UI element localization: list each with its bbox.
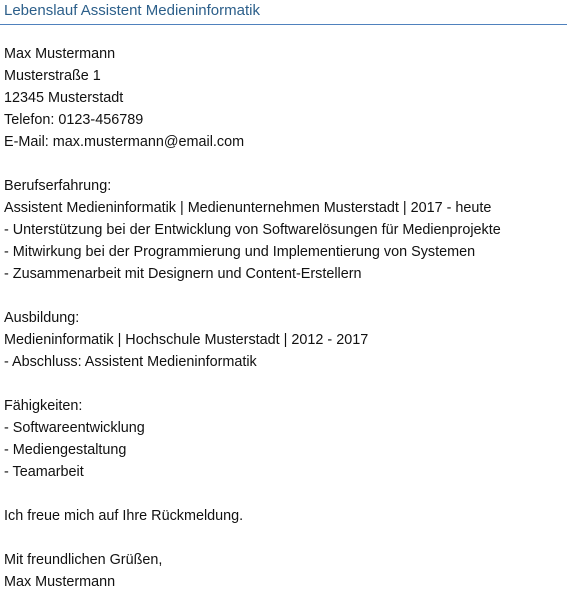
closing-section	[4, 505, 564, 593]
education-entry: Medieninformatik | Hochschule Musterstadt | 2012 - 2017	[4, 332, 369, 348]
spacer	[4, 285, 564, 307]
spacer	[4, 373, 564, 395]
skills-heading: Fähigkeiten:	[4, 398, 83, 414]
contact-name: Max Mustermann	[4, 46, 116, 62]
skills-item: - Softwareentwicklung	[4, 420, 145, 436]
title-divider	[0, 24, 567, 25]
contact-phone: Telefon: 0123-456789	[4, 112, 144, 128]
education-heading: Ausbildung:	[4, 310, 80, 326]
contact-city: 12345 Musterstadt	[4, 90, 124, 106]
document-body	[4, 43, 564, 593]
skills-section	[4, 395, 564, 483]
contact-block	[4, 43, 564, 153]
education-section	[4, 307, 564, 373]
spacer	[4, 527, 564, 549]
experience-section	[4, 175, 564, 285]
closing-message: Ich freue mich auf Ihre Rückmeldung.	[4, 508, 244, 524]
closing-signature: Max Mustermann	[4, 574, 116, 590]
skills-item: - Mediengestaltung	[4, 442, 127, 458]
skills-item: - Teamarbeit	[4, 464, 84, 480]
closing-greeting: Mit freundlichen Grüßen,	[4, 552, 163, 568]
experience-item: - Mitwirkung bei der Programmierung und Implementierung von Systemen	[4, 244, 476, 260]
document-title: Lebenslauf Assistent Medieninformatik	[4, 2, 260, 19]
contact-email: E-Mail: max.mustermann@email.com	[4, 134, 245, 150]
experience-item: - Zusammenarbeit mit Designern und Content-Erstellern	[4, 266, 362, 282]
spacer	[4, 153, 564, 175]
contact-street: Musterstraße 1	[4, 68, 101, 84]
education-item: - Abschluss: Assistent Medieninformatik	[4, 354, 257, 370]
spacer	[4, 483, 564, 505]
experience-item: - Unterstützung bei der Entwicklung von Softwarelösungen für Medienprojekte	[4, 222, 501, 238]
experience-position: Assistent Medieninformatik | Medienunternehmen Musterstadt | 2017 - heute	[4, 200, 492, 216]
experience-heading: Berufserfahrung:	[4, 178, 112, 194]
